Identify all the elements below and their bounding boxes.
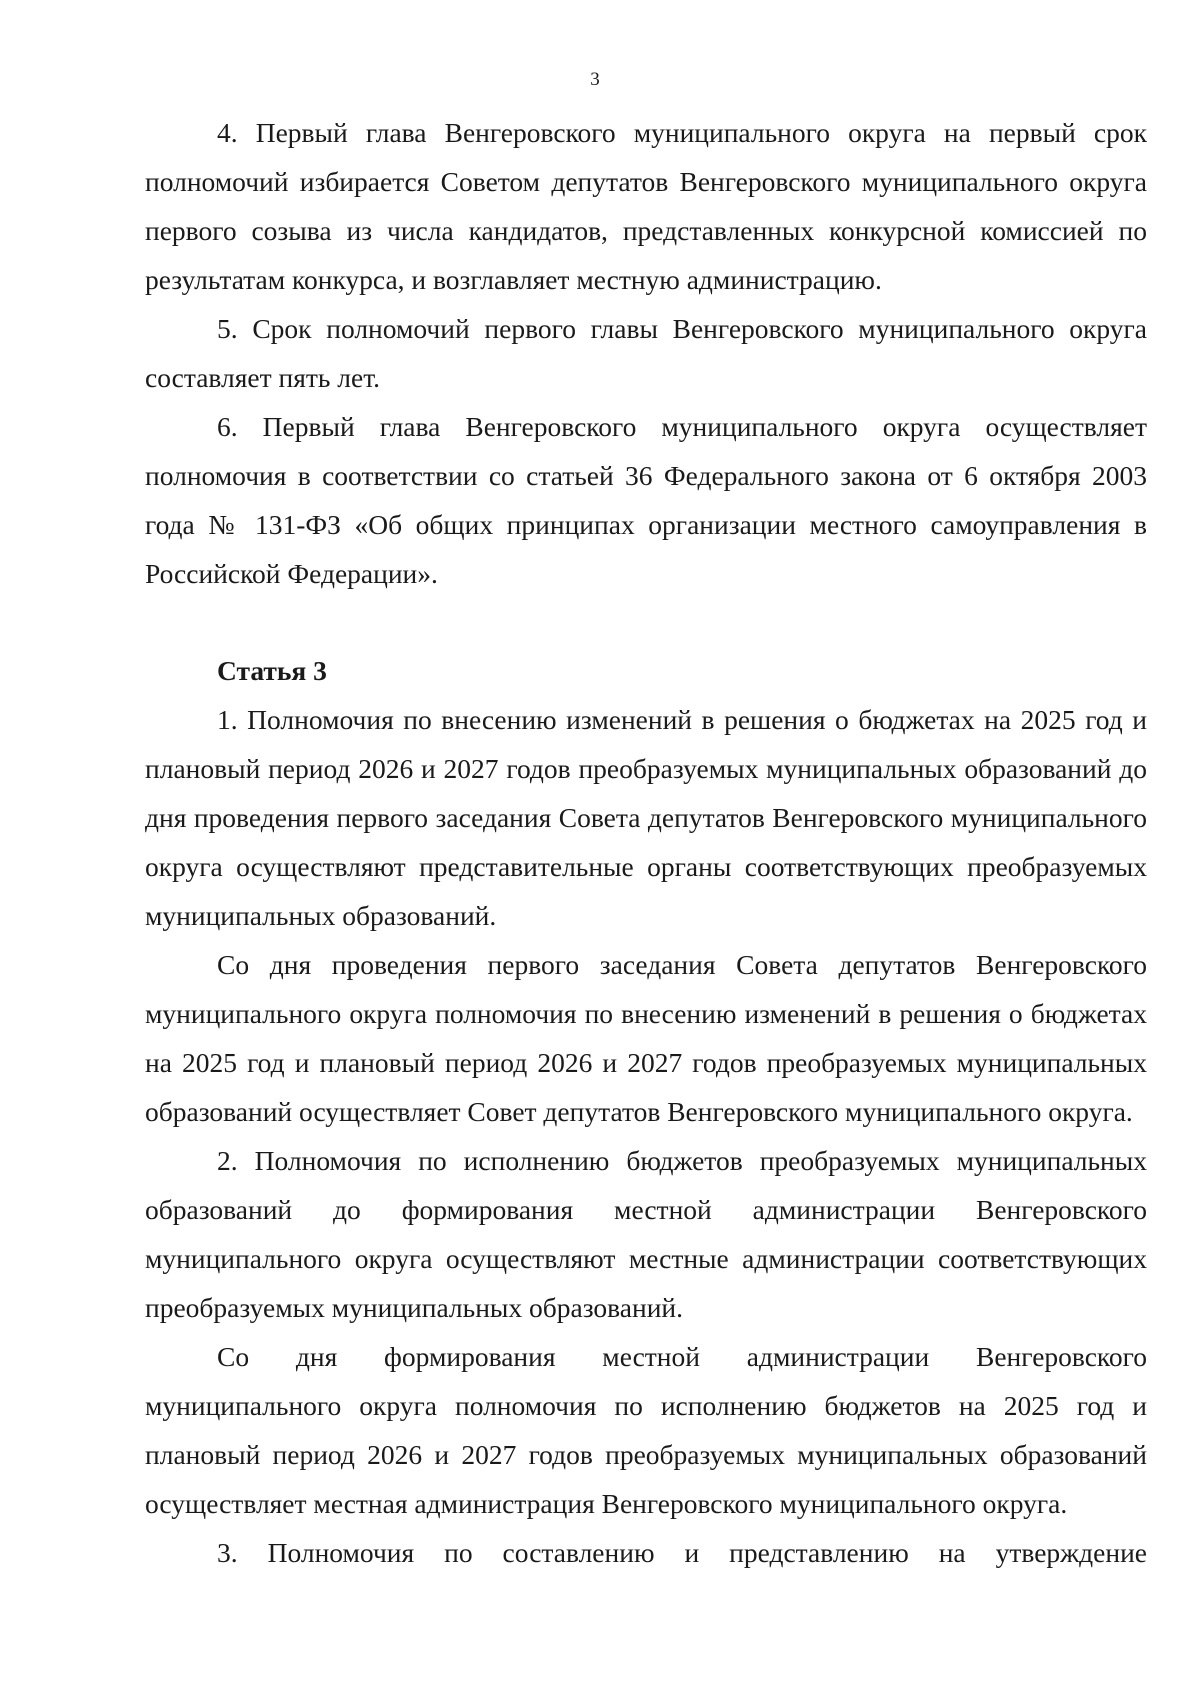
article-heading: Статья 3	[217, 655, 327, 686]
paragraph-5: 5. Срок полномочий первого главы Венгеровского муниципального округа составляет пять лет.	[145, 313, 1147, 393]
article-3-paragraph-2: 2. Полномочия по исполнению бюджетов преобразуемых муниципальных образований до формирования местной администрации Венгеровского муниципального округа осуществляют местные администрации соответствующих преобразуемых муниципальных образований.	[145, 1145, 1147, 1323]
paragraph-6: 6. Первый глава Венгеровского муниципального округа осуществляет полномочия в соответствии со статьей 36 Федерального закона от 6 октября 2003 года № 131-ФЗ «Об общих принципах организации местного самоуправления в Российской Федерации».	[145, 411, 1147, 589]
section-spacer	[145, 598, 1147, 646]
article-3-paragraph-1-continued: Со дня проведения первого заседания Совета депутатов Венгеровского муниципального округа полномочия по внесению изменений в решения о бюджетах на 2025 год и плановый период 2026 и 2027 годов преобразуемых муниципальных образований осуществляет Совет депутатов Венгеровского муниципального округа.	[145, 949, 1147, 1127]
article-3-paragraph-2-continued: Со дня формирования местной администрации Венгеровского муниципального округа полномочия по исполнению бюджетов на 2025 год и плановый период 2026 и 2027 годов преобразуемых муниципальных образований осуществляет местная администрация Венгеровского муниципального округа.	[145, 1341, 1147, 1519]
paragraph-4: 4. Первый глава Венгеровского муниципального округа на первый срок полномочий избирается Советом депутатов Венгеровского муниципального округа первого созыва из числа кандидатов, представленных конкурсной комиссией по результатам конкурса, и возглавляет местную администрацию.	[145, 117, 1147, 295]
page-number: 3	[590, 69, 600, 90]
article-3-paragraph-3: 3. Полномочия по составлению и представлению на утверждение	[217, 1537, 1147, 1568]
document-body	[145, 108, 1147, 1577]
article-3-paragraph-1: 1. Полномочия по внесению изменений в решения о бюджетах на 2025 год и плановый период 2026 и 2027 годов преобразуемых муниципальных образований до дня проведения первого заседания Совета депутатов Венгеровского муниципального округа осуществляют представительные органы соответствующих преобразуемых муниципальных образований.	[145, 704, 1147, 931]
